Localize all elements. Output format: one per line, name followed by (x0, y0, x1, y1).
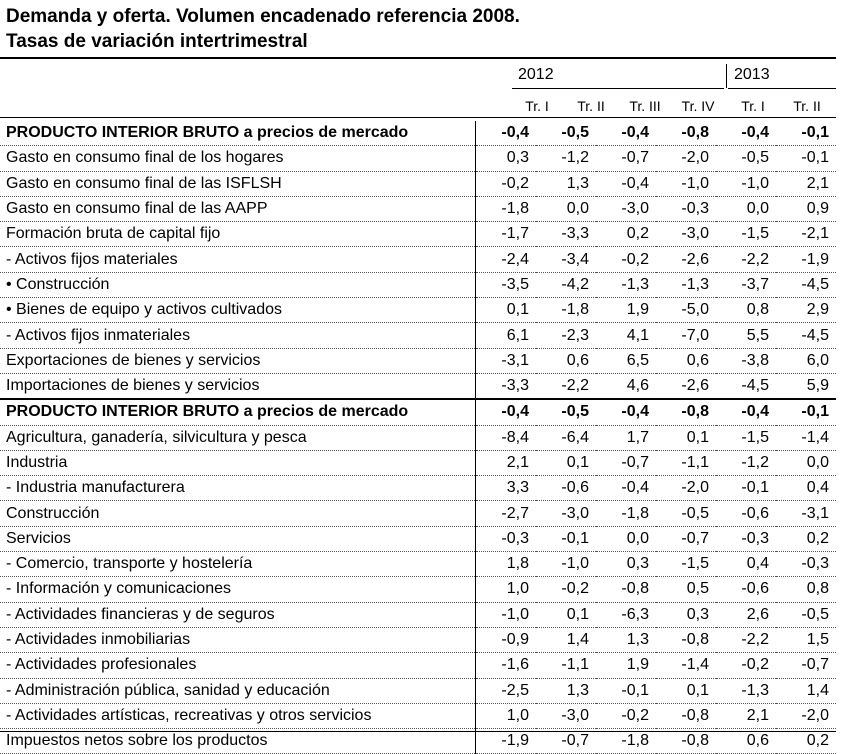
cell-value: 0,4 (776, 476, 836, 501)
cell-value: -0,1 (536, 526, 596, 551)
cell-value: 6,5 (596, 348, 656, 373)
cell-value: -1,6 (476, 653, 537, 678)
cell-value: -3,5 (476, 272, 537, 297)
cell-value: 0,3 (656, 602, 716, 627)
cell-value: 0,1 (656, 425, 716, 450)
cell-value: -0,8 (656, 121, 716, 146)
cell-value: 0,0 (716, 196, 776, 221)
cell-value: -0,2 (716, 653, 776, 678)
cell-value: -1,0 (536, 552, 596, 577)
cell-value: -0,7 (536, 729, 596, 754)
cell-value: -0,8 (656, 399, 716, 425)
row-label: PRODUCTO INTERIOR BRUTO a precios de mercado (0, 121, 476, 146)
table-row (0, 222, 836, 247)
cell-value: -0,4 (596, 121, 656, 146)
year-separator (726, 64, 727, 88)
cell-value: -2,2 (536, 373, 596, 399)
cell-value: 1,4 (536, 627, 596, 652)
cell-value: -3,7 (716, 272, 776, 297)
cell-value: -0,5 (536, 121, 596, 146)
cell-value: -1,8 (596, 501, 656, 526)
table-row (0, 526, 836, 551)
cell-value: -0,6 (716, 577, 776, 602)
quarter-header: Tr. I (741, 98, 765, 114)
quarter-header: Tr. I (525, 98, 549, 114)
cell-value: -0,8 (656, 627, 716, 652)
cell-value: -0,5 (536, 399, 596, 425)
cell-value: -0,1 (596, 678, 656, 703)
cell-value: -1,2 (716, 450, 776, 475)
cell-value: 0,0 (596, 526, 656, 551)
cell-value: 1,9 (596, 653, 656, 678)
cell-value: 1,3 (536, 171, 596, 196)
cell-value: -8,4 (476, 425, 537, 450)
row-label: Formación bruta de capital fijo (0, 222, 476, 247)
cell-value: -0,4 (596, 476, 656, 501)
quarter-header: Tr. III (629, 98, 661, 114)
cell-value: -0,8 (656, 729, 716, 754)
cell-value: -0,1 (776, 121, 836, 146)
cell-value: -0,3 (776, 552, 836, 577)
cell-value: -0,4 (476, 121, 537, 146)
bottom-rule (0, 731, 836, 732)
cell-value: -0,2 (476, 171, 537, 196)
row-label: - Actividades profesionales (0, 653, 476, 678)
cell-value: -1,2 (536, 146, 596, 171)
cell-value: 1,5 (776, 627, 836, 652)
cell-value: -0,1 (776, 146, 836, 171)
cell-value: -2,1 (776, 222, 836, 247)
cell-value: 0,5 (656, 577, 716, 602)
cell-value: -0,5 (656, 501, 716, 526)
cell-value: -0,4 (716, 399, 776, 425)
table-row (0, 171, 836, 196)
cell-value: -0,8 (656, 703, 716, 728)
cell-value: -0,8 (596, 577, 656, 602)
row-label: Construcción (0, 501, 476, 526)
table-row (0, 298, 836, 323)
table-row (0, 552, 836, 577)
cell-value: 2,9 (776, 298, 836, 323)
cell-value: 0,6 (656, 348, 716, 373)
table-row (0, 450, 836, 475)
cell-value: -1,5 (716, 425, 776, 450)
cell-value: -3,4 (536, 247, 596, 272)
cell-value: 0,9 (776, 196, 836, 221)
row-label: Gasto en consumo final de los hogares (0, 146, 476, 171)
table-row (0, 323, 836, 348)
row-label: • Bienes de equipo y activos cultivados (0, 298, 476, 323)
cell-value: -0,5 (716, 146, 776, 171)
cell-value: -0,1 (716, 476, 776, 501)
cell-value: -4,5 (776, 272, 836, 297)
cell-value: -2,0 (656, 146, 716, 171)
cell-value: -0,4 (596, 171, 656, 196)
cell-value: -3,1 (776, 501, 836, 526)
cell-value: -0,6 (536, 476, 596, 501)
cell-value: 0,4 (716, 552, 776, 577)
table-row (0, 577, 836, 602)
cell-value: -4,5 (776, 323, 836, 348)
cell-value: 6,1 (476, 323, 537, 348)
row-label: PRODUCTO INTERIOR BRUTO a precios de mercado (0, 399, 476, 425)
top-rule (0, 57, 836, 59)
row-label: Impuestos netos sobre los productos (0, 729, 476, 754)
cell-value: -1,1 (656, 450, 716, 475)
table-row (0, 627, 836, 652)
row-label: • Construcción (0, 272, 476, 297)
row-label: Gasto en consumo final de las AAPP (0, 196, 476, 221)
cell-value: 0,6 (536, 348, 596, 373)
cell-value: 0,6 (716, 729, 776, 754)
cell-value: -0,2 (596, 703, 656, 728)
cell-value: 0,8 (716, 298, 776, 323)
cell-value: -2,2 (716, 247, 776, 272)
cell-value: -3,1 (476, 348, 537, 373)
table-row (0, 196, 836, 221)
cell-value: 3,3 (476, 476, 537, 501)
cell-value: 2,1 (716, 703, 776, 728)
cell-value: -2,5 (476, 678, 537, 703)
row-label: - Actividades financieras y de seguros (0, 602, 476, 627)
cell-value: -2,4 (476, 247, 537, 272)
cell-value: 0,1 (476, 298, 537, 323)
cell-value: 1,3 (596, 627, 656, 652)
cell-value: 0,0 (776, 450, 836, 475)
cell-value: 0,2 (776, 526, 836, 551)
cell-value: 0,2 (776, 729, 836, 754)
table-row (0, 703, 836, 728)
cell-value: -0,7 (656, 526, 716, 551)
cell-value: -0,7 (596, 450, 656, 475)
cell-value: 1,8 (476, 552, 537, 577)
table-row (0, 348, 836, 373)
cell-value: 1,3 (536, 678, 596, 703)
cell-value: 6,0 (776, 348, 836, 373)
cell-value: -3,0 (536, 703, 596, 728)
cell-value: -1,4 (776, 425, 836, 450)
cell-value: 1,0 (476, 703, 537, 728)
cell-value: -0,4 (476, 399, 537, 425)
cell-value: -0,9 (476, 627, 537, 652)
total-row (0, 121, 836, 146)
row-label: - Actividades inmobiliarias (0, 627, 476, 652)
cell-value: 2,1 (776, 171, 836, 196)
row-label: Exportaciones de bienes y servicios (0, 348, 476, 373)
cell-value: 0,1 (656, 678, 716, 703)
cell-value: -1,3 (596, 272, 656, 297)
cell-value: -1,3 (656, 272, 716, 297)
cell-value: -1,8 (536, 298, 596, 323)
cell-value: -0,1 (776, 399, 836, 425)
cell-value: 1,4 (776, 678, 836, 703)
total-row (0, 399, 836, 425)
cell-value: -0,7 (596, 146, 656, 171)
cell-value: -0,2 (536, 577, 596, 602)
cell-value: -2,0 (656, 476, 716, 501)
cell-value: -1,9 (776, 247, 836, 272)
cell-value: 2,1 (476, 450, 537, 475)
cell-value: -3,0 (596, 196, 656, 221)
table-row (0, 501, 836, 526)
cell-value: -2,3 (536, 323, 596, 348)
row-label: - Información y comunicaciones (0, 577, 476, 602)
table-body (0, 121, 836, 754)
cell-value: -7,0 (656, 323, 716, 348)
cell-value: 0,1 (536, 602, 596, 627)
cell-value: -2,6 (656, 373, 716, 399)
cell-value: -4,5 (716, 373, 776, 399)
cell-value: 1,9 (596, 298, 656, 323)
cell-value: 1,0 (476, 577, 537, 602)
cell-value: -1,7 (476, 222, 537, 247)
cell-value: -1,5 (716, 222, 776, 247)
cell-value: 2,6 (716, 602, 776, 627)
row-label: - Activos fijos inmateriales (0, 323, 476, 348)
cell-value: -1,8 (476, 196, 537, 221)
cell-value: -0,3 (656, 196, 716, 221)
year-underline-2013 (728, 88, 836, 89)
table-row (0, 247, 836, 272)
cell-value: -4,2 (536, 272, 596, 297)
row-label: - Comercio, transporte y hostelería (0, 552, 476, 577)
cell-value: -1,8 (596, 729, 656, 754)
row-label: - Industria manufacturera (0, 476, 476, 501)
quarter-header: Tr. II (577, 98, 605, 114)
cell-value: -1,5 (656, 552, 716, 577)
cell-value: -1,1 (536, 653, 596, 678)
cell-value: -2,0 (776, 703, 836, 728)
header-rule (0, 117, 836, 118)
row-label: - Administración pública, sanidad y educación (0, 678, 476, 703)
cell-value: -1,4 (656, 653, 716, 678)
cell-value: -0,3 (716, 526, 776, 551)
cell-value: -1,3 (716, 678, 776, 703)
cell-value: -0,4 (716, 121, 776, 146)
table-row (0, 425, 836, 450)
cell-value: -6,4 (536, 425, 596, 450)
year-underline-2012 (512, 88, 724, 89)
row-label: Gasto en consumo final de las ISFLSH (0, 171, 476, 196)
cell-value: -2,2 (716, 627, 776, 652)
cell-value: -0,7 (776, 653, 836, 678)
quarter-header: Tr. II (793, 98, 821, 114)
cell-value: 4,6 (596, 373, 656, 399)
cell-value: -1,0 (716, 171, 776, 196)
cell-value: -0,6 (716, 501, 776, 526)
row-label: Industria (0, 450, 476, 475)
table-row (0, 678, 836, 703)
table-row (0, 653, 836, 678)
table-row (0, 373, 836, 399)
cell-value: 0,3 (596, 552, 656, 577)
cell-value: 0,3 (476, 146, 537, 171)
table-row (0, 729, 836, 754)
cell-value: 0,2 (596, 222, 656, 247)
cell-value: -0,5 (776, 602, 836, 627)
cell-value: -3,0 (536, 501, 596, 526)
cell-value: -2,6 (656, 247, 716, 272)
cell-value: -0,4 (596, 399, 656, 425)
row-label: Servicios (0, 526, 476, 551)
cell-value: 1,7 (596, 425, 656, 450)
cell-value: -1,9 (476, 729, 537, 754)
row-label: Importaciones de bienes y servicios (0, 373, 476, 399)
cell-value: -3,8 (716, 348, 776, 373)
table-row (0, 272, 836, 297)
cell-value: -1,0 (476, 602, 537, 627)
cell-value: 0,8 (776, 577, 836, 602)
cell-value: -6,3 (596, 602, 656, 627)
quarter-header: Tr. IV (681, 98, 715, 114)
cell-value: -3,0 (656, 222, 716, 247)
data-table (0, 121, 836, 754)
table-title-line-1: Demanda y oferta. Volumen encadenado referencia 2008. (6, 6, 520, 27)
cell-value: -1,0 (656, 171, 716, 196)
table-row (0, 146, 836, 171)
cell-value: 5,9 (776, 373, 836, 399)
cell-value: -5,0 (656, 298, 716, 323)
year-header-2012: 2012 (518, 66, 554, 83)
row-label: - Actividades artísticas, recreativas y otros servicios (0, 703, 476, 728)
cell-value: -0,2 (596, 247, 656, 272)
table-row (0, 602, 836, 627)
cell-value: -3,3 (536, 222, 596, 247)
cell-value: -2,7 (476, 501, 537, 526)
cell-value: -3,3 (476, 373, 537, 399)
year-header-2013: 2013 (734, 66, 770, 83)
cell-value: -0,3 (476, 526, 537, 551)
row-label: Agricultura, ganadería, silvicultura y pesca (0, 425, 476, 450)
table-row (0, 476, 836, 501)
row-label: - Activos fijos materiales (0, 247, 476, 272)
cell-value: 5,5 (716, 323, 776, 348)
cell-value: 0,0 (536, 196, 596, 221)
cell-value: 0,1 (536, 450, 596, 475)
table-title-line-2: Tasas de variación intertrimestral (6, 31, 308, 52)
cell-value: 4,1 (596, 323, 656, 348)
